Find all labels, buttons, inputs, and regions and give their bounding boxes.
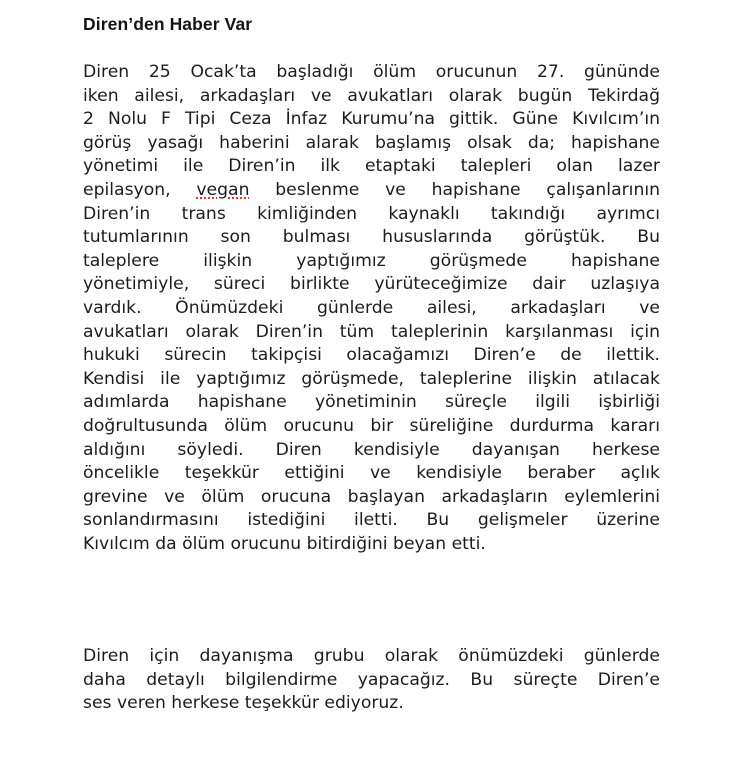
text-line: Diren 25 Ocak’ta başladığı ölüm orucunun 27. gününde: [83, 62, 660, 82]
document-title: Diren’den Haber Var: [83, 14, 253, 34]
text-line: Kıvılcım da ölüm orucunu bitirdiğini beyan etti.: [83, 533, 486, 554]
text-line: tutumlarının son bulması hususlarında görüştük. Bu: [83, 227, 660, 248]
text-line: Kendisi ile yaptığımız görüşmede, taleplerine ilişkin atılacak: [83, 368, 660, 389]
text-line: iken ailesi, arkadaşları ve avukatları olarak bugün Tekirdağ: [83, 85, 660, 106]
text-segment: epilasyon,: [83, 179, 197, 200]
paragraph-1: [83, 61, 660, 556]
text-line: doğrultusunda ölüm orucunu bir süreliğine durdurma kararı: [83, 415, 660, 436]
text-line: grevine ve ölüm orucuna başlayan arkadaşların eylemlerini: [83, 486, 660, 507]
paragraph-2: [83, 645, 660, 716]
text-line: yönetimiyle, süreci birlikte yürüteceğimize dair uzlaşıya: [83, 274, 660, 295]
text-line: görüş yasağı haberini alarak başlamış olsak da; hapishane: [83, 132, 660, 153]
text-line: yönetimi ile Diren’in ilk etaptaki talepleri olan lazer: [83, 156, 660, 177]
spellcheck-flagged-word[interactable]: vegan: [196, 179, 250, 200]
text-line: vardık. Önümüzdeki günlerde ailesi, arkadaşları ve: [83, 297, 660, 318]
text-line: ses veren herkese teşekkür ediyoruz.: [83, 693, 404, 714]
text-line: sonlandırmasını istediğini iletti. Bu gelişmeler üzerine: [83, 510, 660, 531]
text-line: aldığını söyledi. Diren kendisiyle dayanışan herkese: [83, 439, 660, 460]
text-line: taleplere ilişkin yaptığımız görüşmede hapishane: [83, 250, 660, 271]
text-line: hukuki sürecin takipçisi olacağamızı Diren’e de ilettik.: [83, 345, 660, 366]
text-line-with-spellcheck: [83, 179, 660, 203]
text-line: öncelikle teşekkür ettiğini ve kendisiyle beraber açlık: [83, 463, 660, 484]
text-segment: beslenme ve hapishane çalışanlarının: [249, 179, 660, 200]
text-line: avukatları olarak Diren’in tüm taleplerinin karşılanması için: [83, 321, 660, 342]
text-line: Diren’in trans kimliğinden kaynaklı takındığı ayrımcı: [83, 203, 660, 224]
text-line: adımlarda hapishane yönetiminin süreçle ilgili işbirliği: [83, 392, 660, 413]
text-line: Diren için dayanışma grubu olarak önümüzdeki günlerde: [83, 646, 660, 666]
text-line: 2 Nolu F Tipi Ceza İnfaz Kurumu’na gittik. Güne Kıvılcım’ın: [83, 109, 660, 130]
text-line: daha detaylı bilgilendirme yapacağız. Bu süreçte Diren’e: [83, 669, 660, 690]
